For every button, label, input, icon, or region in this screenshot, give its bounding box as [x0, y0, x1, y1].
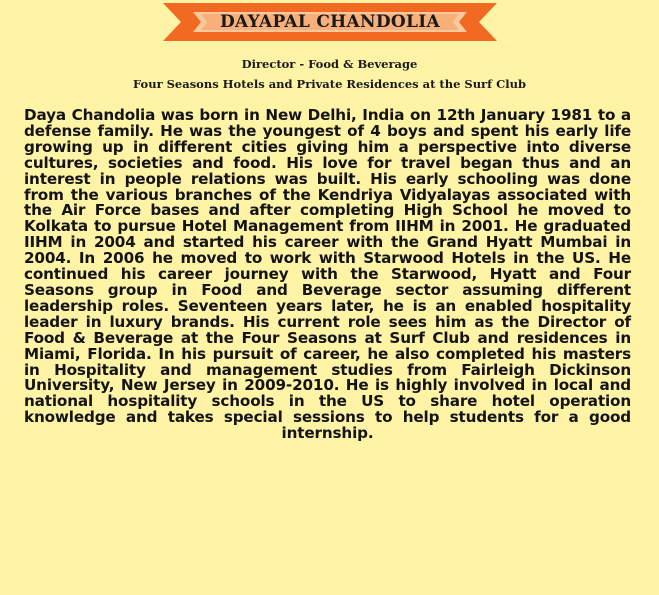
person-name: DAYAPAL CHANDOLIA — [220, 12, 440, 32]
job-title: Director - Food & Beverage — [241, 57, 418, 71]
biography-text: Daya Chandolia was born in New Delhi, India on 12th January 1981 to a defense family. He was the youngest of 4 boys and spent his early life growing up in different cities giving him a perspective into diverse cultures, societies and food. His love for travel began thus and an interest in people relations was built. His early schooling was done from the various branches of the Kendriya Vidyalayas associated with the Air Force bases and after completing High School he moved to Kolkata to pursue Hotel Management from IIHM in 2001. He graduated IIHM in 2004 and started his career with the Grand Hyatt Mumbai in 2004. In 2006 he moved to work with Starwood Hotels in the US. He continued his career journey with the Starwood, Hyatt and Four Seasons group in Food and Beverage sector assuming different leadership roles. Seventeen years later, he is an enabled hospitality leader in luxury brands. His current role sees him as the Director of Food & Beverage at the Four Seasons at Surf Club and residences in Miami, Florida. In his pursuit of career, he also completed his masters in Hospitality and management studies from Fairleigh Dickinson University, New Jersey in 2009-2010. He is highly involved in local and national hospitality schools in the US to share hotel operation knowledge and takes special sessions to help students for a good internship. — [24, 106, 631, 443]
name-banner — [163, 3, 497, 41]
organization-name: Four Seasons Hotels and Private Residences at the Surf Club — [133, 77, 526, 91]
